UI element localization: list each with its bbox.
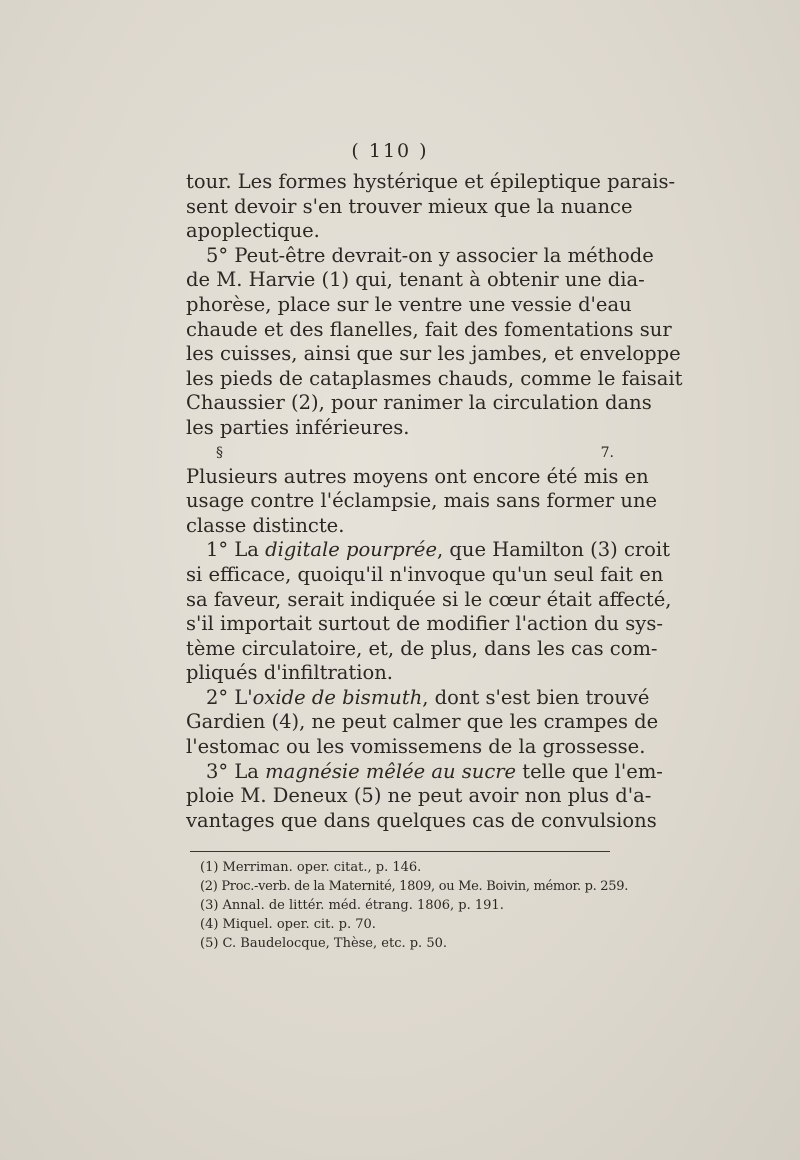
text-line: pliqués d'infiltration.	[186, 661, 393, 685]
section-heading: § 7.	[216, 444, 614, 461]
italic-term: digitale pourprée	[265, 538, 438, 562]
text-line	[186, 759, 663, 785]
footnote: (2) Proc.-verb. de la Maternité, 1809, ou Me. Boivin, mémor. p. 259.	[200, 879, 629, 894]
text-segment: 3° La	[206, 759, 266, 783]
text-line: les cuisses, ainsi que sur les jambes, et enveloppe	[186, 342, 681, 366]
page-number: ( 110 )	[351, 140, 429, 162]
text-line: apoplectique.	[186, 219, 320, 243]
text-line: de M. Harvie (1) qui, tenant à obtenir une dia-	[186, 268, 645, 292]
text-segment: telle que l'em-	[516, 759, 663, 783]
text-line: si efficace, quoiqu'il n'invoque qu'un seul fait en	[186, 562, 664, 586]
text-line: tour. Les formes hystérique et épileptique parais-	[186, 170, 676, 193]
footnotes	[200, 858, 629, 953]
text-segment: , dont s'est bien trouvé	[422, 685, 650, 709]
text-line: tème circulatoire, et, de plus, dans les cas com-	[186, 636, 658, 660]
footnote-rule	[190, 851, 610, 852]
text-line: Plusieurs autres moyens ont encore été mis en	[186, 464, 649, 488]
text-line: Gardien (4), ne peut calmer que les crampes de	[186, 710, 659, 734]
italic-term: magnésie mêlée au sucre	[265, 759, 517, 783]
text-line: usage contre l'éclampsie, mais sans former une	[186, 489, 658, 513]
text-line: s'il importait surtout de modifier l'action du sys-	[186, 612, 663, 636]
text-line: sa faveur, serait indiquée si le cœur était affecté,	[186, 587, 672, 611]
text-segment: 1° La	[206, 538, 266, 562]
text-line	[186, 538, 670, 563]
text-segment: 2° L'	[206, 685, 253, 709]
text-segment: , que Hamilton (3) croit	[437, 538, 670, 562]
text-line	[186, 685, 650, 711]
text-line: ploie M. Deneux (5) ne peut avoir non plus d'a-	[186, 784, 652, 808]
text-line: classe distincte.	[186, 513, 345, 537]
footnote: (5) C. Baudelocque, Thèse, etc. p. 50.	[200, 936, 447, 951]
text-line: vantages que dans quelques cas de convulsions	[186, 808, 657, 832]
footnote: (1) Merriman. oper. citat., p. 146.	[200, 860, 422, 875]
text-line: les pieds de cataplasmes chauds, comme le faisait	[186, 366, 683, 390]
text-line: 5° Peut-être devrait-on y associer la méthode	[206, 243, 654, 267]
italic-term: oxide de bismuth	[252, 685, 423, 709]
text-line: phorèse, place sur le ventre une vessie d'eau	[186, 292, 632, 316]
text-line: les parties inférieures.	[186, 415, 410, 439]
text-line: l'estomac ou les vomissemens de la grossesse.	[186, 735, 646, 759]
text-line: Chaussier (2), pour ranimer la circulation dans	[186, 391, 652, 415]
footnote: (4) Miquel. oper. cit. p. 70.	[200, 917, 376, 932]
text-line: chaude et des flanelles, fait des fomentations sur	[186, 317, 672, 341]
footnote: (3) Annal. de littér. méd. étrang. 1806, p. 191.	[200, 898, 504, 913]
text-line: sent devoir s'en trouver mieux que la nuance	[186, 194, 633, 218]
body-text	[186, 170, 683, 833]
